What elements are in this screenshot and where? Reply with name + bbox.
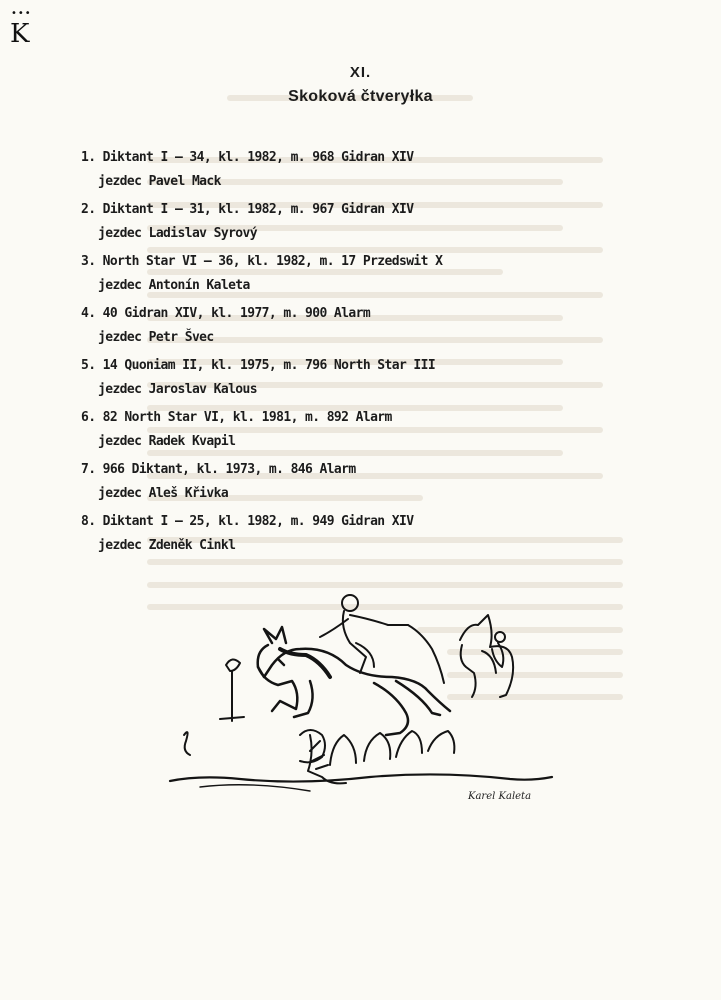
horse-line: 3. North Star VI — 36, kl. 1982, m. 17 Przedswit X (81, 254, 443, 269)
rider-line: jezdec Petr Švec (98, 330, 214, 345)
artist-signature: Karel Kaleta (468, 791, 532, 802)
flag-icon (184, 659, 244, 755)
publisher-logo (8, 10, 30, 50)
rider-line: jezdec Antonín Kaleta (98, 278, 250, 293)
rider-line: jezdec Jaroslav Kalous (98, 382, 257, 397)
rider-line: jezdec Zdeněk Cinkl (98, 538, 236, 553)
page-title: Skoková čtveryłka (288, 88, 433, 105)
horse-line: 8. Diktant I — 25, kl. 1982, m. 949 Gidran XIV (81, 514, 414, 529)
logo-letter: K (10, 19, 30, 49)
show-jumping-illustration (160, 585, 560, 815)
list-item (81, 514, 521, 566)
rider-line: jezdec Radek Kvapil (98, 434, 236, 449)
list-item (81, 202, 521, 254)
rider-line: jezdec Pavel Mack (98, 174, 221, 189)
background-horse-icon (460, 615, 513, 697)
horse-line: 7. 966 Diktant, kl. 1973, m. 846 Alarm (81, 462, 356, 477)
rider-icon (320, 595, 444, 683)
list-item (81, 254, 521, 306)
list-item (81, 150, 521, 202)
horse-line: 1. Diktant I — 34, kl. 1982, m. 968 Gidran XIV (81, 150, 414, 165)
rider-line: jezdec Aleš Křivka (98, 486, 229, 501)
logo-dots: ••• (11, 8, 32, 19)
horse-line: 5. 14 Quoniam II, kl. 1975, m. 796 North Star III (81, 358, 436, 373)
horse-line: 2. Diktant I — 31, kl. 1982, m. 967 Gidran XIV (81, 202, 414, 217)
horse-line: 4. 40 Gidran XIV, kl. 1977, m. 900 Alarm (81, 306, 371, 321)
horse-line: 6. 82 North Star VI, kl. 1981, m. 892 Alarm (81, 410, 392, 425)
list-item (81, 462, 521, 514)
list-item (81, 306, 521, 358)
entry-list (81, 150, 521, 566)
chapter-number: XI. (349, 64, 372, 81)
list-item (81, 410, 521, 462)
ground-line (170, 774, 552, 791)
jumping-horse-icon (258, 627, 450, 735)
list-item (81, 358, 521, 410)
rider-line: jezdec Ladislav Syrový (98, 226, 257, 241)
